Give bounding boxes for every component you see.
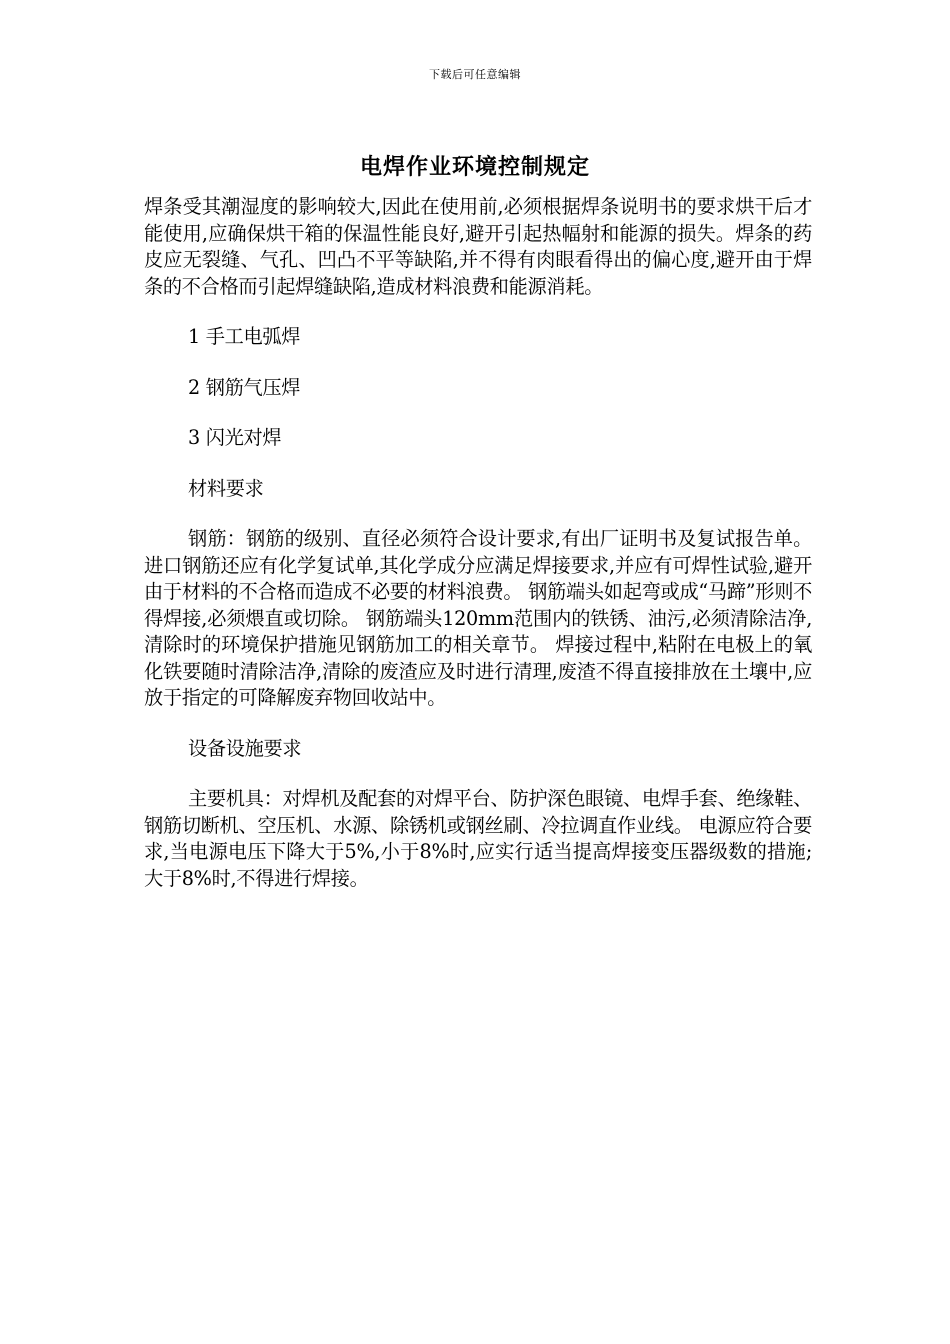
list-item-1: 1 手工电弧焊 <box>188 325 301 348</box>
list-item-2: 2 钢筋气压焊 <box>188 375 301 399</box>
header-note: 下载后可任意编辑 <box>429 68 521 81</box>
intro-paragraph: 焊条受其潮湿度的影响较大,因此在使用前,必须根据焊条说明书的要求烘干后才能使用,应确保烘干箱的保温性能良好,避开引起热幅射和能源的损失。焊条的药皮应无裂缝、气孔、凹凸不平等缺陷,并不得有肉眼看得出的偏心度,避开由于焊条的不合格而引起焊缝缺陷,造成材料浪费和能源消耗。 <box>144 195 812 298</box>
list-item-3: 3 闪光对焊 <box>188 426 282 449</box>
materials-paragraph: 钢筋：钢筋的级别、直径必须符合设计要求,有出厂证明书及复试报告单。进口钢筋还应有化学复试单,其化学成分应满足焊接要求,并应有可焊性试验,避开由于材料的不合格而造成不必要的材料浪费。 钢筋端头如起弯或成“马蹄”形则不得焊接,必须煨直或切除。 钢筋端头120mm范围内的铁锈、油污,必须清除洁净,清除时的环境保护措施见钢筋加工的相关章节。 焊接过程中,粘附在电极上的氧化铁要随时清除洁净,清除的废渣应及时进行清理,废渣不得直接排放在土壤中,应放于指定的可降解废弃物回收站中。 <box>144 527 812 709</box>
document-body <box>144 194 812 892</box>
equipment-heading: 设备设施要求 <box>188 736 302 760</box>
materials-heading: 材料要求 <box>188 476 264 500</box>
equipment-paragraph: 主要机具：对焊机及配套的对焊平台、防护深色眼镜、电焊手套、绝缘鞋、钢筋切断机、空压机、水源、除锈机或钢丝刷、冷拉调直作业线。 电源应符合要求,当电源电压下降大于5%,小于8%时,应实行适当提高焊接变压器级数的措施;大于8%时,不得进行焊接。 <box>144 787 812 890</box>
document-title: 电焊作业环境控制规定 <box>359 154 590 180</box>
